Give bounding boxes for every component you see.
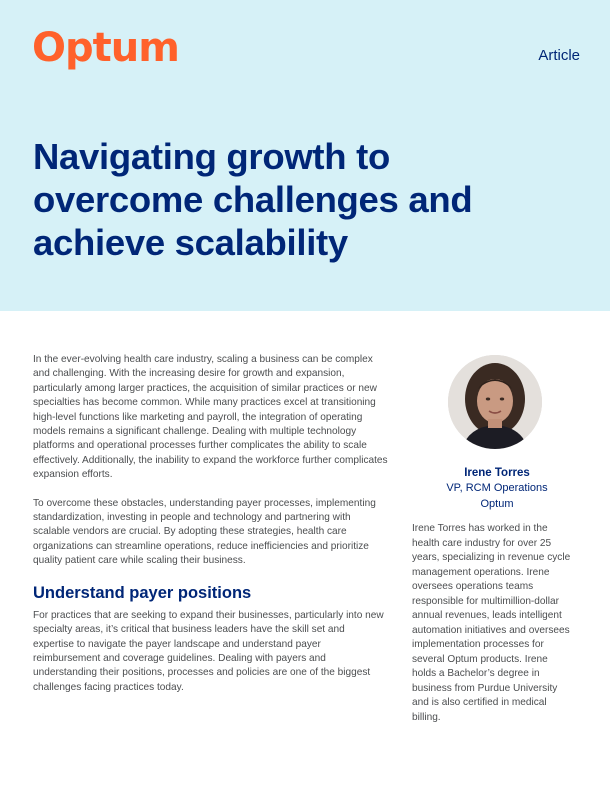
author-sidebar — [412, 355, 582, 725]
author-avatar — [448, 355, 542, 449]
article-title: Navigating growth to overcome challenges and achieve scalability — [33, 136, 473, 263]
author-bio: Irene Torres has worked in the health care industry for over 25 years, specializing in revenue cycle management operations. Irene oversees operations teams responsible for multimillion-dollar annual revenues, leads intelligent automation initiatives and oversees implementation processes for several Optum products. Irene holds a Bachelor’s degree in business from Purdue University and is also certified in medical billing. — [412, 523, 571, 723]
author-role: VP, RCM Operations — [446, 482, 548, 494]
optum-logo: Optum — [32, 25, 179, 71]
article-body — [33, 353, 388, 709]
author-organization: Optum — [480, 498, 514, 510]
author-portrait-icon — [448, 355, 542, 449]
section-paragraph: For practices that are seeking to expand their businesses, particularly into new specialty areas, it’s critical that business leaders have the skill set and expertise to navigate the payer landscape and understand payer reimbursement and coverage guidelines. Dealing with payers and understanding their positions, processes and policies are one of the biggest challenges facing practices today. — [33, 609, 384, 693]
intro-paragraph: In the ever-evolving health care industry, scaling a business can be complex and challenging. With the increasing desire for growth and expansion, particularly among larger practices, the acquisition of similar practices or new specialties has become common. While many practices excel at transitioning high-level functions like marketing and payroll, the integration of operating models remains a significant challenge. Dealing with multiple technology platforms and operational processes further complicates the ability to scale effectively. Additionally, the inability to expand the workforce further complicates expansion efforts. — [33, 354, 388, 481]
strategy-paragraph: To overcome these obstacles, understanding payer processes, implementing standardization, investing in people and technology and partnering with scalable vendors are crucial. By adopting these strategies, health care organizations can streamline operations, reduce inefficiencies and prioritize quality patient care while scaling their business. — [33, 497, 376, 567]
author-name: Irene Torres — [464, 467, 530, 479]
section-heading: Understand payer positions — [33, 583, 252, 602]
document-type-label: Article — [538, 47, 580, 64]
hero-banner — [0, 0, 610, 311]
